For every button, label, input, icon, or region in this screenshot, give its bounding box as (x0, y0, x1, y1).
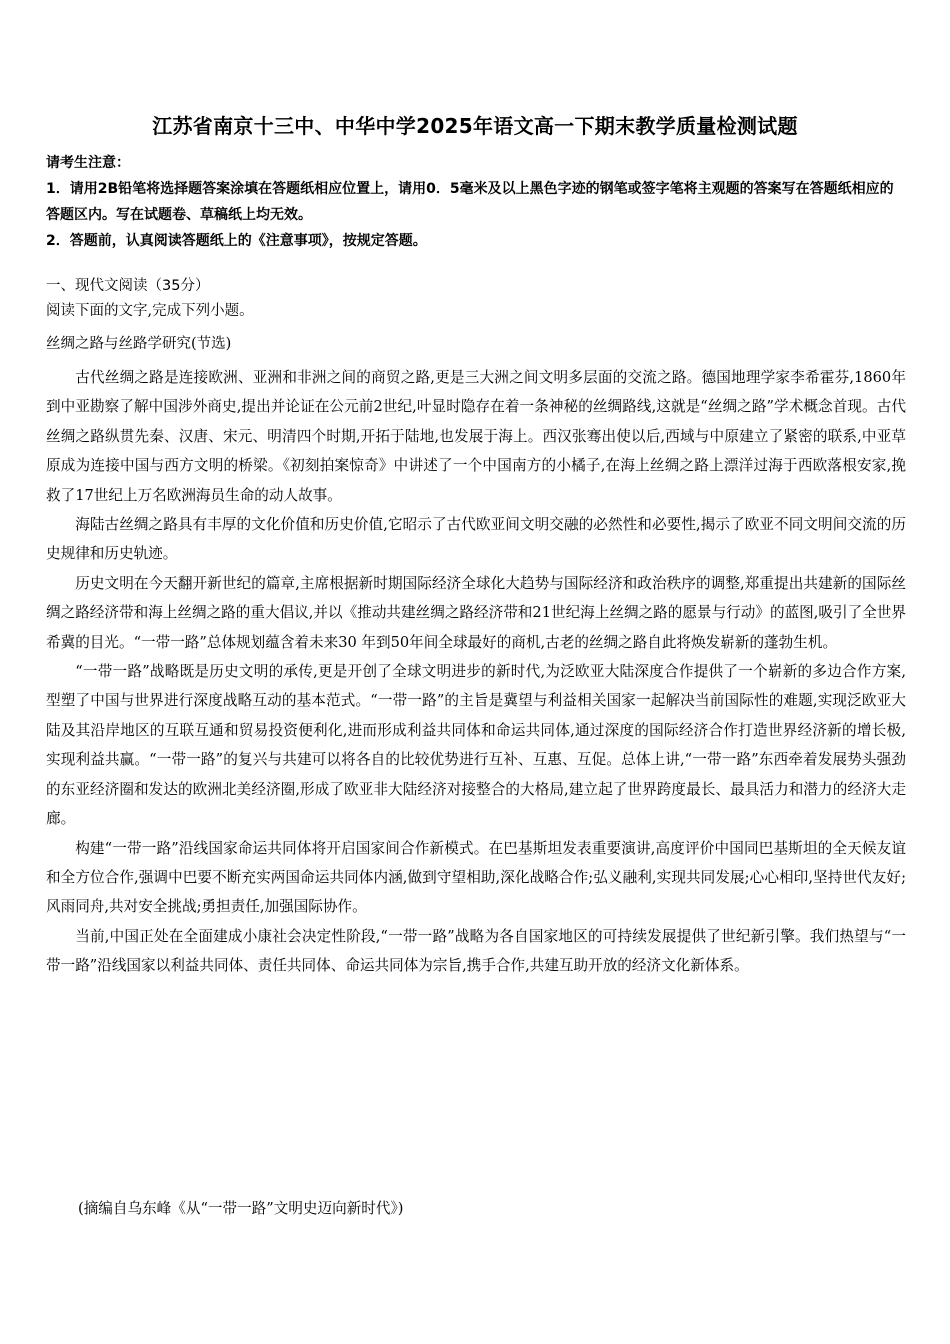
article-paragraph-4: “一带一路”战略既是历史文明的承传,更是开创了全球文明进步的新时代,为泛欧亚大陆深度合作提供了一个崭新的多边合作方案,型塑了中国与世界进行深度战略互动的基本范式。“一带一路”的主旨是冀望与利益相关国家一起解决当前国际性的难题,实现泛欧亚大陆及其沿岸地区的互联互通和贸易投资便利化,进而形成利益共同体和命运共同体,通过深度的国际经济合作打造世界经济新的增长极,实现利益共赢。“一带一路”的复兴与共建可以将各自的比较优势进行互补、互惠、互促。总体上讲,“一带一路”东西牵着发展势头强劲的东亚经济圈和发达的欧洲北美经济圈,形成了欧亚非大陆经济对接整合的大格局,建立起了世界跨度最长、最具活力和潜力的经济大走廊。 (46, 663, 906, 828)
article-paragraph-1: 古代丝绸之路是连接欧洲、亚洲和非洲之间的商贸之路,更是三大洲之间文明多层面的交流之路。德国地理学家李希霍芬,1860年到中亚勘察了解中国涉外商史,提出并论证在公元前2世纪,叶显时隐存在着一条神秘的丝绸路线,这就是“丝绸之路”学术概念首现。古代丝绸之路纵贯先秦、汉唐、宋元、明清四个时期,开拓于陆地,也发展于海上。西汉张骞出使以后,西域与中原建立了紧密的联系,中亚草原成为连接中国与西方文明的桥梁。《初刻拍案惊奇》中讲述了一个中国南方的小橘子,在海上丝绸之路上漂洋过海于西欧落根安家,挽救了17世纪上万名欧洲海员生命的动人故事。 (46, 369, 906, 504)
article-source: (摘编自乌东峰《从“一带一路”文明史迈向新时代》) (78, 1200, 404, 1217)
article-title: 丝绸之路与丝路学研究(节选) (46, 336, 232, 352)
article-paragraph-6: 当前,中国正处在全面建成小康社会决定性阶段,“一带一路”战略为各自国家地区的可持续发展提供了世纪新引擎。我们热望与“一带一路”沿线国家以利益共同体、责任共同体、命运共同体为宗旨,携手合作,共建互助开放的经济文化新体系。 (46, 927, 906, 975)
article-paragraph-5: 构建“一带一路”沿线国家命运共同体将开启国家间合作新模式。在巴基斯坦发表重要演讲,高度评价中国同巴基斯坦的全天候友谊和全方位合作,强调中巴要不断充实两国命运共同体内涵,做到守望相助,深化战略合作;弘义融利,实现共同发展;心心相印,坚持世代友好;风雨同舟,共对安全挑战;勇担责任,加强国际协作。 (46, 839, 906, 916)
reading-instruction: 阅读下面的文字,完成下列小题。 (46, 303, 254, 319)
section-heading: 一、现代文阅读（35分） (46, 278, 210, 294)
article-paragraph-2: 海陆古丝绸之路具有丰厚的文化价值和历史价值,它昭示了古代欧亚间文明交融的必然性和必要性,揭示了欧亚不同文明间交流的历史规律和历史轨迹。 (46, 516, 906, 563)
article-paragraph-3: 历史文明在今天翻开新世纪的篇章,主席根据新时期国际经济全球化大趋势与国际经济和政治秩序的调整,郑重提出共建新的国际丝绸之路经济带和海上丝绸之路的重大倡议,并以《推动共建丝绸之路经济带和21世纪海上丝绸之路的愿景与行动》的蓝图,吸引了全世界希冀的目光。“一带一路”总体规划蕴含着未来30 年到50年间全球最好的商机,古老的丝绸之路自此将焕发崭新的蓬勃生机。 (46, 574, 906, 651)
notice-item-2: 2．答题前，认真阅读答题纸上的《注意事项》，按规定答题。 (46, 233, 427, 249)
notice-item-1: 1．请用2B铅笔将选择题答案涂填在答题纸相应位置上，请用0．5毫米及以上黑色字迹的钢笔或签字笔将主观题的答案写在答题纸相应的答题区内。写在试题卷、草稿纸上均无效。 (46, 181, 894, 223)
notice-heading: 请考生注意： (46, 155, 130, 171)
article-body (46, 363, 906, 981)
exam-title: 江苏省南京十三中、中华中学2025年语文高一下期末教学质量检测试题 (152, 114, 798, 138)
exam-notice (46, 150, 906, 254)
